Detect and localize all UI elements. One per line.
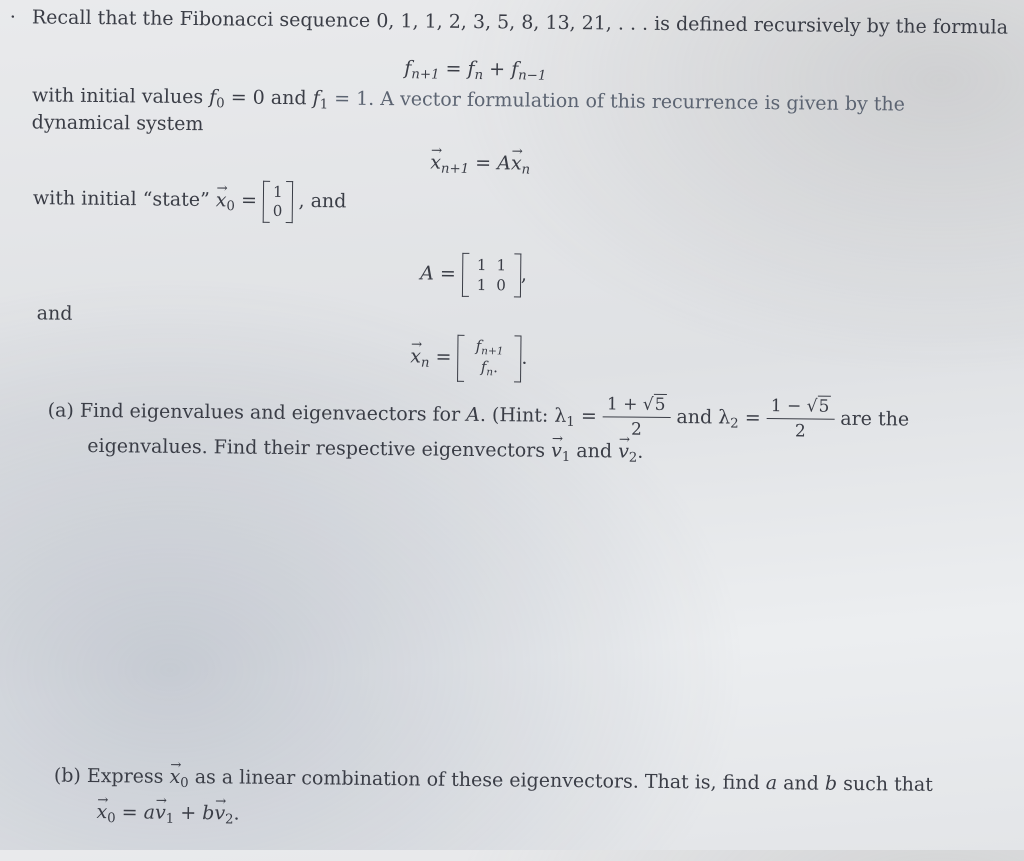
system-eq: =	[469, 151, 498, 175]
xn-entry-2-f: f	[480, 358, 487, 377]
x0-eq: =	[234, 189, 264, 212]
xn-sub: n	[420, 355, 430, 371]
part-b-express: (b) Express	[53, 764, 170, 788]
x0-column-vector	[263, 181, 293, 223]
part-b-eq-v1: → v	[155, 802, 166, 825]
part-a-line-2	[87, 435, 643, 467]
recurrence-term1: f	[467, 57, 475, 80]
xn-period: .	[521, 346, 528, 369]
part-b-a: a	[765, 772, 778, 795]
xn-entry-2-dot: .	[493, 358, 499, 377]
matrix-A-eq: =	[433, 262, 463, 285]
part-b-x0: → x	[169, 766, 180, 789]
part-a-label: (a) Find eigenvalues and eigenvaectors for	[47, 399, 467, 426]
matrix-A-r1c2: 1	[496, 256, 507, 275]
xn-entry-2-sub: n	[486, 366, 494, 379]
lambda2-eq: =	[738, 406, 767, 429]
dynamical-system-text: dynamical system	[31, 111, 204, 136]
bullet-mark: ·	[9, 6, 16, 29]
state-text: with initial “state”	[32, 187, 216, 212]
f1-value: = 1. A vector formulation of this recurrence is given by the	[328, 87, 906, 116]
part-b-eq-b: b	[202, 802, 215, 825]
and-text: and	[36, 302, 73, 325]
part-a-are-the: are the	[840, 407, 910, 431]
xn-entry-1-f: f	[475, 337, 482, 356]
lambda2-sqrt: 5	[818, 396, 830, 417]
lambda1-numerator: 1 + √5	[603, 394, 671, 418]
recurrence-term2: f	[511, 58, 519, 81]
v1-sub: 1	[561, 449, 571, 465]
lambda1-denominator: 2	[630, 420, 643, 441]
part-b-eq-x0: → x	[96, 801, 107, 824]
recurrence-lhs: f	[404, 57, 412, 80]
part-a-eigenvectors-text: eigenvalues. Find their respective eigenvectors	[87, 434, 552, 462]
system-lhs-sub: n+1	[440, 161, 470, 177]
part-b-x0-sub: 0	[180, 775, 189, 792]
recurrence-eq: =	[445, 57, 462, 80]
v2: → v	[618, 440, 629, 463]
system-rhs: → x	[511, 152, 522, 175]
system-lhs: → x	[430, 152, 441, 175]
part-b-eq-plus: +	[174, 801, 203, 825]
system-rhs-sub: n	[521, 162, 531, 178]
lambda2-sub: 2	[730, 416, 739, 432]
part-b-eq-v1-sub: 1	[165, 811, 175, 827]
f0: f	[209, 86, 217, 109]
v2-sub: 2	[628, 450, 638, 466]
matrix-A-label: A	[420, 262, 435, 285]
part-b-text: as a linear combination of these eigenvectors. That is, find	[188, 766, 766, 795]
x0-sub: 0	[226, 199, 235, 215]
lambda1-num-text: 1 +	[606, 394, 643, 415]
matrix-A-comma: ,	[520, 263, 528, 286]
lambda1-sqrt: 5	[654, 394, 666, 415]
xn-entry-1-sub: n+1	[481, 345, 504, 358]
part-b-eq: =	[115, 801, 144, 824]
f0-sub: 0	[216, 96, 225, 112]
part-b-such-that: such that	[836, 772, 933, 796]
part-b-line-2	[96, 801, 239, 828]
xn-definition	[410, 334, 528, 382]
initial-text: with initial values	[31, 84, 210, 109]
lambda1-fraction	[603, 394, 671, 440]
matrix-A-r2c1: 1	[476, 276, 487, 295]
part-b-eq-period: .	[233, 802, 240, 825]
recurrence-plus: +	[489, 58, 506, 81]
part-b-eq-v2-sub: 2	[224, 812, 234, 828]
part-a-hint: . (Hint: λ	[479, 403, 567, 427]
v-and: and	[570, 439, 619, 463]
xn-eq: =	[429, 345, 458, 369]
system-equation	[430, 152, 530, 179]
f1: f	[312, 87, 320, 110]
part-b-and: and	[777, 772, 826, 795]
recurrence-lhs-sub: n+1	[411, 67, 440, 83]
part-b-eq-a: a	[143, 801, 156, 824]
part-b-eq-v2: → v	[214, 802, 225, 825]
xn-entry-1	[476, 337, 504, 359]
xn-entry-2	[475, 358, 503, 380]
recurrence-term1-sub: n	[474, 67, 484, 84]
system-matrix-A: A	[497, 152, 512, 175]
part-a-period: .	[637, 440, 644, 463]
intro-line	[10, 6, 1008, 39]
lambda2-numerator: 1 − √5	[767, 396, 835, 420]
part-b-line-1	[54, 765, 933, 800]
v1: → v	[551, 440, 562, 463]
lambda2-and: and λ	[676, 405, 731, 429]
part-a-matrix: A	[466, 403, 481, 426]
lambda1-sub: 1	[566, 414, 575, 430]
lambda1-eq: =	[574, 404, 603, 428]
x0-entry-1: 1	[272, 182, 283, 201]
lambda2-denominator: 2	[794, 421, 806, 442]
state-and: , and	[298, 189, 347, 213]
lambda2-num-text: 1 −	[770, 396, 807, 417]
matrix-A-r2c2: 0	[496, 276, 506, 295]
xn-column-vector	[457, 335, 521, 382]
part-b-b: b	[824, 772, 838, 795]
matrix-A	[462, 253, 522, 298]
part-b-eq-x0-sub: 0	[107, 811, 116, 827]
initial-state-line	[33, 178, 347, 223]
and-line	[37, 302, 73, 325]
intro-text: Recall that the Fibonacci sequence 0, 1, 1, 2, 3, 5, 8, 13, 21, . . . is defined recursively by the formula	[31, 6, 1009, 39]
matrix-A-r1c1: 1	[476, 256, 487, 275]
recurrence-term2-sub: n−1	[518, 68, 547, 84]
dynamical-system-line	[32, 111, 204, 136]
x0-entry-2: 0	[272, 201, 283, 220]
x0: → x	[216, 189, 227, 212]
matrix-A-definition	[420, 252, 527, 297]
xn-label: → x	[410, 346, 421, 369]
f1-sub: 1	[319, 97, 329, 113]
lambda2-fraction	[766, 396, 834, 442]
recurrence-formula	[404, 57, 546, 84]
f0-value: = 0 and	[224, 86, 313, 110]
